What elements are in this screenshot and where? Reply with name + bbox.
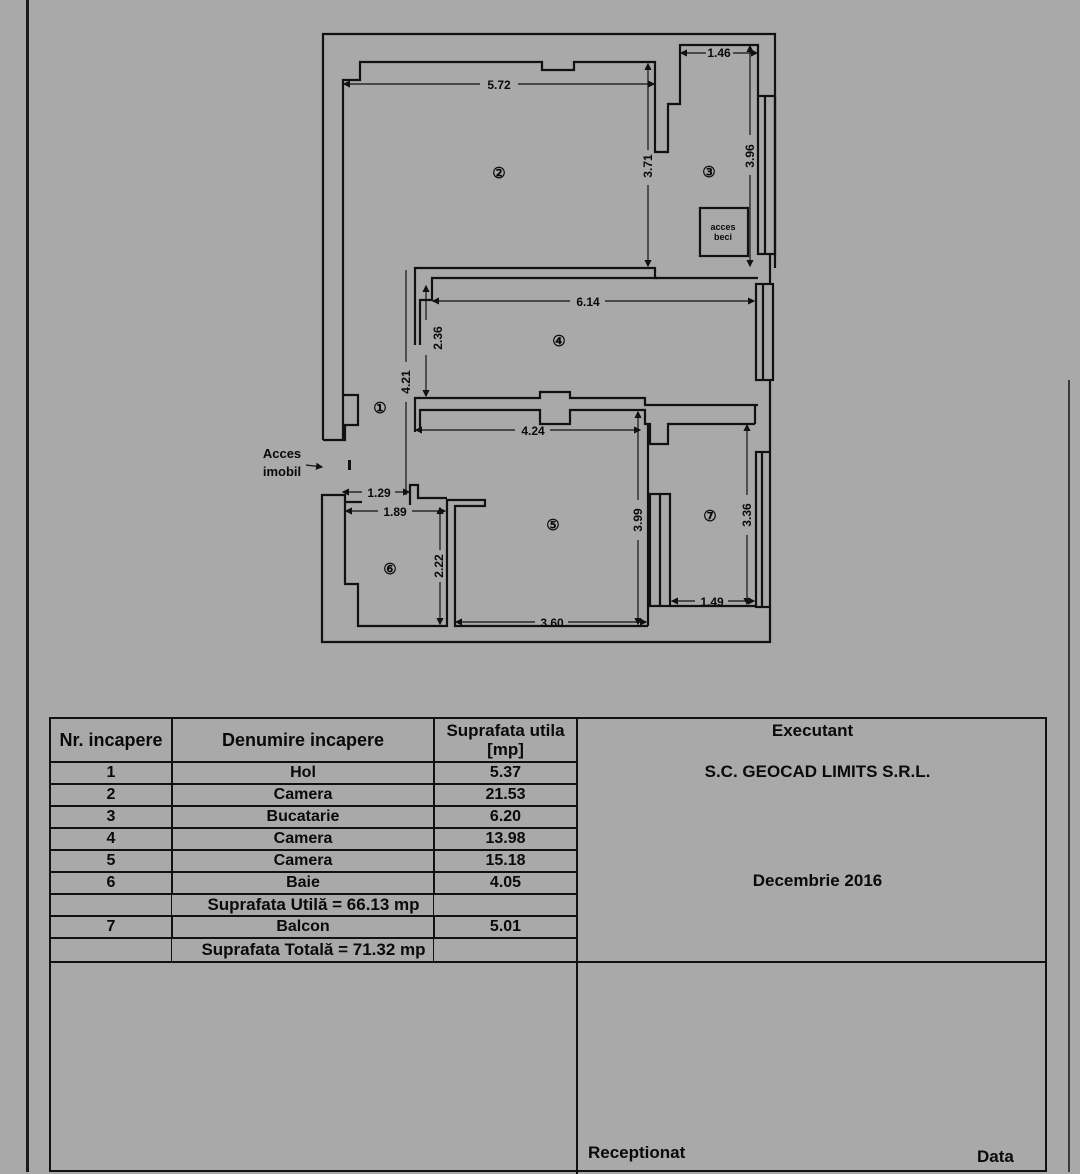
room-number-3: ③	[702, 164, 716, 181]
room-number-6: ⑥	[383, 561, 397, 578]
dim-1-46: 1.46	[707, 46, 731, 60]
row5-area: 15.18	[485, 852, 526, 869]
room-number-7: ⑦	[703, 508, 717, 525]
dim-1-89: 1.89	[383, 505, 407, 519]
dim-1-49: 1.49	[700, 595, 724, 609]
header-suprafata	[435, 719, 576, 761]
dim-5-72: 5.72	[487, 78, 511, 92]
row1-area: 5.37	[489, 764, 522, 781]
executant-date: Decembrie 2016	[752, 871, 883, 890]
acces-beci-label-2: beci	[713, 232, 733, 242]
room-number-4: ④	[552, 333, 566, 350]
dim-3-36: 3.36	[740, 503, 754, 527]
receptionat-label: Receptionat	[588, 1143, 686, 1162]
acces-beci-label-1: acces	[710, 222, 736, 232]
dim-3-96: 3.96	[743, 144, 757, 168]
executant-title: Executant	[771, 721, 854, 740]
exterior-walls	[322, 34, 775, 642]
row3-area: 6.20	[489, 808, 522, 825]
row5-nr: 5	[106, 852, 116, 869]
room-number-1: ①	[373, 400, 387, 417]
dim-3-71: 3.71	[641, 154, 655, 178]
row7-area: 5.01	[489, 918, 522, 935]
suprafata-utila-total: Suprafata Utilă = 66.13 mp	[207, 895, 420, 914]
row1-nr: 1	[106, 764, 116, 781]
dim-4-21: 4.21	[399, 370, 413, 394]
row2-name: Camera	[273, 786, 333, 803]
entrance-marker	[348, 460, 351, 470]
row1-name: Hol	[290, 764, 316, 781]
row2-area: 21.53	[485, 786, 526, 803]
header-suprafata-line2: [mp]	[487, 740, 524, 759]
room-table	[49, 717, 1047, 1172]
data-label: Data	[977, 1147, 1014, 1166]
header-suprafata-line1: Suprafata utila	[446, 721, 565, 740]
row4-nr: 4	[106, 830, 116, 847]
dim-2-22: 2.22	[432, 554, 446, 578]
room-number-5: ⑤	[546, 517, 560, 534]
row6-nr: 6	[106, 874, 116, 891]
dim-3-60: 3.60	[540, 616, 564, 630]
header-nr: Nr. incapere	[59, 730, 163, 750]
row6-name: Baie	[286, 874, 320, 891]
header-denumire: Denumire incapere	[221, 730, 385, 750]
dim-4-24: 4.24	[521, 424, 545, 438]
room-number-2: ②	[492, 165, 506, 182]
row6-area: 4.05	[489, 874, 522, 891]
acces-imobil-label-1: Acces	[262, 446, 302, 461]
row3-nr: 3	[106, 808, 116, 825]
dim-1-29: 1.29	[367, 486, 391, 500]
row5-name: Camera	[273, 852, 333, 869]
dim-6-14: 6.14	[576, 295, 600, 309]
dim-2-36: 2.36	[431, 326, 445, 350]
suprafata-totala-total: Suprafata Totală = 71.32 mp	[201, 940, 426, 959]
row4-area: 13.98	[485, 830, 526, 847]
row3-name: Bucatarie	[266, 808, 340, 825]
row4-name: Camera	[273, 830, 333, 847]
row7-name: Balcon	[276, 918, 330, 935]
row7-nr: 7	[106, 918, 116, 935]
dim-3-99: 3.99	[631, 508, 645, 532]
row2-nr: 2	[106, 786, 116, 803]
executant-company: S.C. GEOCAD LIMITS S.R.L.	[704, 762, 931, 781]
acces-imobil-label-2: imobil	[262, 464, 302, 479]
